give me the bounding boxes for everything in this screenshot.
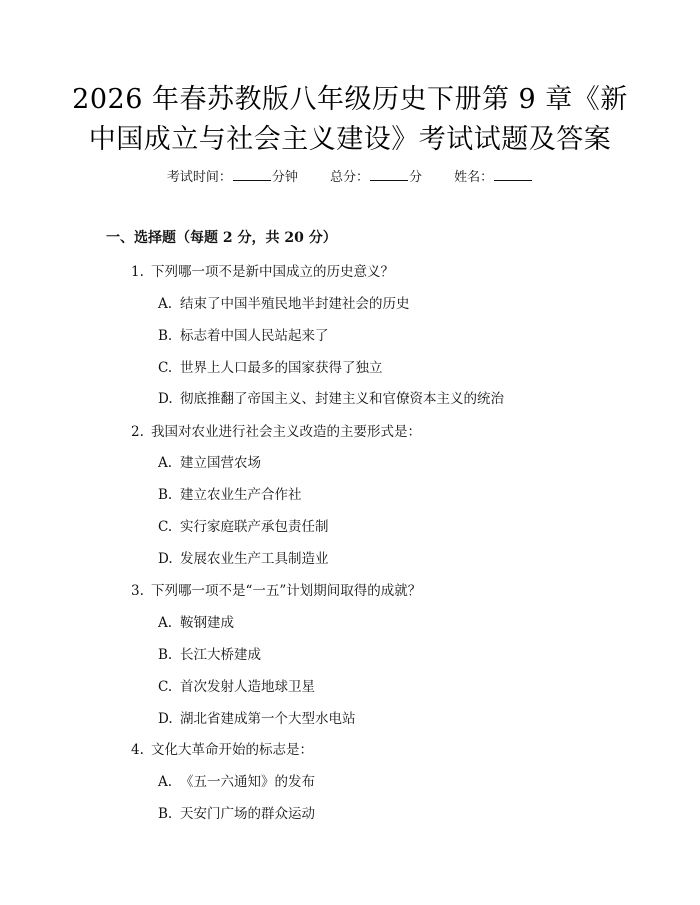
question-1 — [131, 262, 394, 282]
option-letter: D. — [158, 711, 173, 727]
option-letter: A. — [158, 774, 173, 790]
total-score-unit: 分 — [409, 170, 423, 185]
option-letter: C. — [158, 360, 173, 376]
question-2-option-b[interactable] — [158, 485, 302, 505]
question-number: 4. — [131, 742, 144, 758]
name-blank[interactable] — [494, 168, 532, 181]
question-2 — [131, 422, 421, 442]
option-text: 《五一六通知》的发布 — [180, 774, 315, 790]
option-text: 实行家庭联产承包责任制 — [180, 519, 329, 535]
question-2-option-c[interactable] — [158, 517, 329, 537]
total-score-blank[interactable] — [370, 168, 408, 181]
question-1-option-d[interactable] — [158, 389, 504, 409]
question-3 — [131, 581, 421, 601]
option-text: 湖北省建成第一个大型水电站 — [180, 711, 356, 727]
option-text: 世界上人口最多的国家获得了独立 — [180, 360, 383, 376]
total-score-label: 总分： — [329, 170, 369, 185]
question-2-option-a[interactable] — [158, 453, 261, 473]
question-3-option-c[interactable] — [158, 677, 315, 697]
section-heading-choice: 一、选择题（每题 2 分，共 20 分） — [106, 230, 337, 246]
option-letter: D. — [158, 551, 173, 567]
option-letter: C. — [158, 519, 173, 535]
question-4-option-b[interactable] — [158, 804, 315, 824]
option-text: 鞍钢建成 — [180, 615, 234, 631]
exam-time-blank[interactable] — [233, 168, 271, 181]
option-letter: C. — [158, 679, 173, 695]
question-3-option-a[interactable] — [158, 613, 234, 633]
question-number: 1. — [131, 264, 144, 280]
name-label: 姓名： — [454, 170, 494, 185]
exam-meta — [0, 168, 700, 188]
option-text: 天安门广场的群众运动 — [180, 806, 315, 822]
question-3-option-b[interactable] — [158, 645, 261, 665]
total-score-field — [330, 168, 422, 188]
exam-time-field — [167, 168, 298, 188]
name-field — [454, 168, 533, 188]
option-letter: B. — [158, 647, 173, 663]
question-text: 文化大革命开始的标志是： — [151, 742, 313, 758]
question-number: 3. — [131, 583, 144, 599]
option-text: 发展农业生产工具制造业 — [180, 551, 329, 567]
option-text: 结束了中国半殖民地半封建社会的历史 — [180, 296, 410, 312]
question-3-option-d[interactable] — [158, 709, 356, 729]
exam-time-label: 考试时间： — [166, 170, 232, 185]
question-text: 下列哪一项不是新中国成立的历史意义？ — [151, 264, 394, 280]
question-4 — [131, 740, 313, 760]
question-1-option-c[interactable] — [158, 358, 383, 378]
question-1-option-b[interactable] — [158, 326, 329, 346]
question-1-option-a[interactable] — [158, 294, 410, 314]
question-text: 我国对农业进行社会主义改造的主要形式是： — [151, 424, 421, 440]
option-letter: B. — [158, 328, 173, 344]
option-letter: B. — [158, 806, 173, 822]
question-number: 2. — [131, 424, 144, 440]
option-text: 首次发射人造地球卫星 — [180, 679, 315, 695]
exam-title-line-1: 2026 年春苏教版八年级历史下册第 9 章《新 — [72, 84, 628, 115]
option-text: 长江大桥建成 — [180, 647, 261, 663]
question-2-option-d[interactable] — [158, 549, 329, 569]
option-letter: A. — [158, 455, 173, 471]
question-4-option-a[interactable] — [158, 772, 315, 792]
option-letter: A. — [158, 615, 173, 631]
exam-title-line-2: 中国成立与社会主义建设》考试试题及答案 — [88, 124, 612, 155]
option-text: 彻底推翻了帝国主义、封建主义和官僚资本主义的统治 — [180, 391, 504, 407]
option-text: 建立国营农场 — [180, 455, 261, 471]
option-letter: D. — [158, 391, 173, 407]
question-text: 下列哪一项不是“一五”计划期间取得的成就？ — [151, 583, 422, 599]
option-text: 标志着中国人民站起来了 — [180, 328, 329, 344]
exam-time-unit: 分钟 — [271, 170, 298, 185]
option-letter: B. — [158, 487, 173, 503]
option-letter: A. — [158, 296, 173, 312]
option-text: 建立农业生产合作社 — [180, 487, 302, 503]
